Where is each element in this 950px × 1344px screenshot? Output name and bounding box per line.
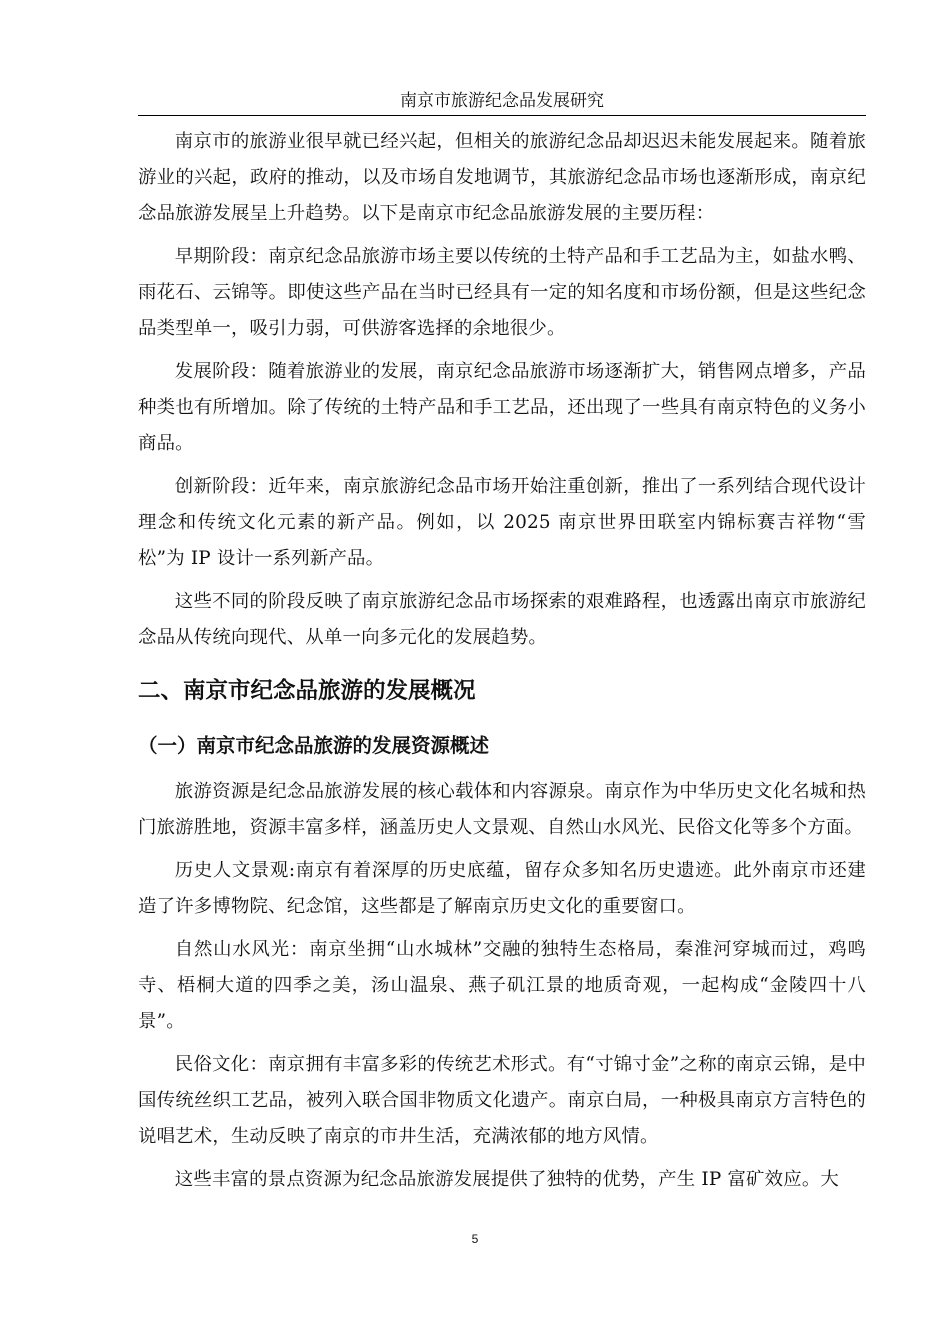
paragraph-ip-effect: 这些丰富的景点资源为纪念品旅游发展提供了独特的优势，产生 IP 富矿效应。大 xyxy=(174,1169,840,1190)
paragraph-natural-scenery: 自然山水风光：南京坐拥“山水城林”交融的独特生态格局，秦淮河穿城而过，鸡鸣寺、梧桐大道的四季之美，汤山温泉、燕子矶江景的地质奇观，一起构成“金陵四十八景”。 xyxy=(138,939,866,1032)
page-body xyxy=(138,124,866,1205)
page-number: 5 xyxy=(471,1232,479,1246)
paragraph-early-stage: 早期阶段：南京纪念品旅游市场主要以传统的土特产品和手工艺品为主，如盐水鸭、雨花石、云锦等。即使这些产品在当时已经具有一定的知名度和市场份额，但是这些纪念品类型单一，吸引力弱，可供游客选择的余地很少。 xyxy=(138,246,866,339)
paragraph-folk-culture: 民俗文化：南京拥有丰富多彩的传统艺术形式。有“寸锦寸金”之称的南京云锦，是中国传统丝织工艺品，被列入联合国非物质文化遗产。南京白局，一种极具南京方言特色的说唱艺术，生动反映了南京的市井生活，充满浓郁的地方风情。 xyxy=(138,1054,866,1147)
subsection-heading: （一）南京市纪念品旅游的发展资源概述 xyxy=(138,734,490,757)
paragraph-historical-sites: 历史人文景观:南京有着深厚的历史底蕴，留存众多知名历史遗迹。此外南京市还建造了许多博物院、纪念馆，这些都是了解南京历史文化的重要窗口。 xyxy=(138,860,866,917)
header-divider xyxy=(138,115,866,116)
running-header: 南京市旅游纪念品发展研究 xyxy=(400,91,604,111)
paragraph-resources-overview: 旅游资源是纪念品旅游发展的核心载体和内容源泉。南京作为中华历史文化名城和热门旅游胜地，资源丰富多样，涵盖历史人文景观、自然山水风光、民俗文化等多个方面。 xyxy=(138,781,866,838)
paragraph-development-stage: 发展阶段：随着旅游业的发展，南京纪念品旅游市场逐渐扩大，销售网点增多，产品种类也有所增加。除了传统的土特产品和手工艺品，还出现了一些具有南京特色的义务小商品。 xyxy=(138,361,866,454)
paragraph-stages-summary: 这些不同的阶段反映了南京旅游纪念品市场探索的艰难路程，也透露出南京市旅游纪念品从传统向现代、从单一向多元化的发展趋势。 xyxy=(138,591,866,648)
section-heading: 二、南京市纪念品旅游的发展概况 xyxy=(138,678,476,704)
paragraph-innovation-stage: 创新阶段：近年来，南京旅游纪念品市场开始注重创新，推出了一系列结合现代设计理念和传统文化元素的新产品。例如，以 2025 南京世界田联室内锦标赛吉祥物“雪松”为 IP 设计一系列新产品。 xyxy=(138,476,866,569)
paragraph-intro: 南京市的旅游业很早就已经兴起，但相关的旅游纪念品却迟迟未能发展起来。随着旅游业的兴起，政府的推动，以及市场自发地调节，其旅游纪念品市场也逐渐形成，南京纪念品旅游发展呈上升趋势。以下是南京市纪念品旅游发展的主要历程： xyxy=(138,131,866,224)
